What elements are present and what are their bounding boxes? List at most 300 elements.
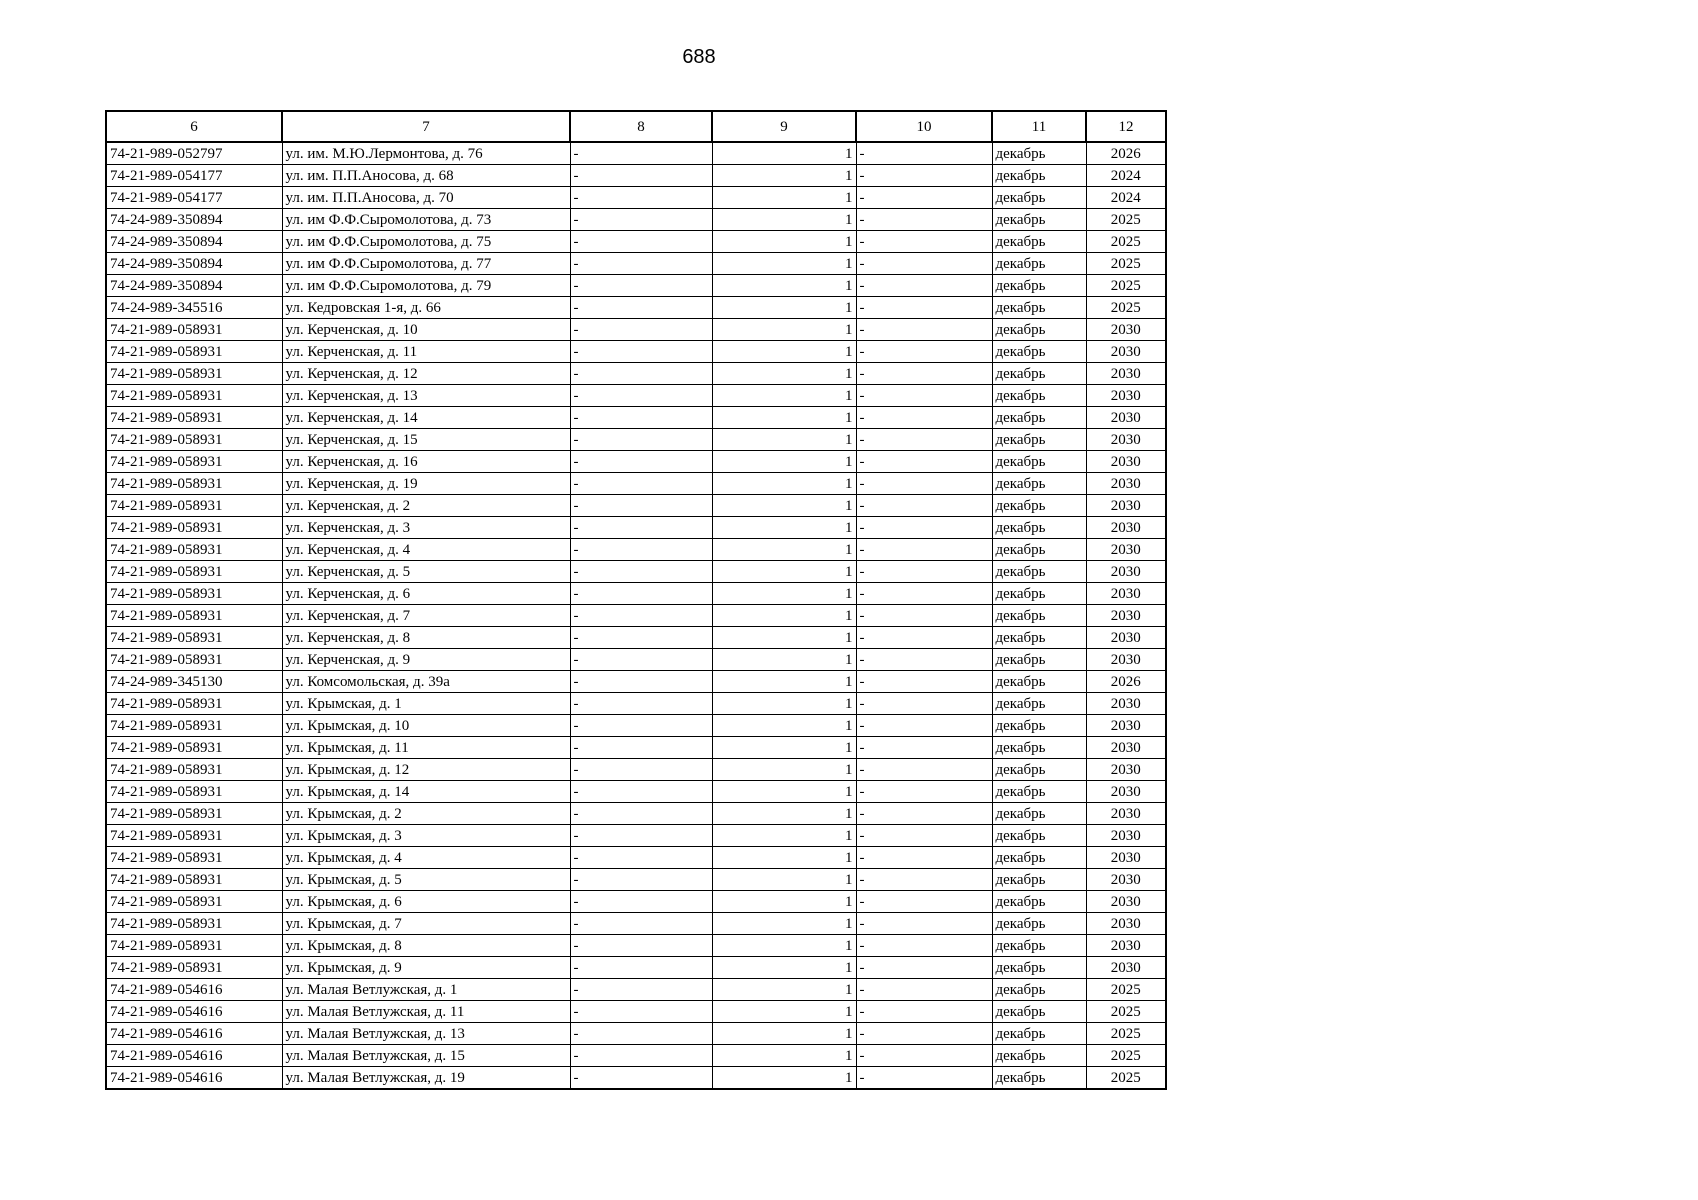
cell-col-10: - xyxy=(856,891,992,913)
cell-col-8: - xyxy=(570,891,712,913)
cell-col-8: - xyxy=(570,451,712,473)
cell-code: 74-21-989-058931 xyxy=(106,913,282,935)
cell-year: 2030 xyxy=(1086,781,1166,803)
cell-address: ул. Керченская, д. 10 xyxy=(282,319,570,341)
cell-code: 74-21-989-058931 xyxy=(106,869,282,891)
cell-col-8: - xyxy=(570,935,712,957)
cell-month: декабрь xyxy=(992,891,1086,913)
cell-month: декабрь xyxy=(992,803,1086,825)
cell-month: декабрь xyxy=(992,275,1086,297)
table-row xyxy=(106,385,1166,407)
cell-col-8: - xyxy=(570,715,712,737)
cell-col-8: - xyxy=(570,693,712,715)
cell-col-8: - xyxy=(570,869,712,891)
cell-col-10: - xyxy=(856,275,992,297)
cell-col-9: 1 xyxy=(712,913,856,935)
cell-col-10: - xyxy=(856,539,992,561)
cell-col-8: - xyxy=(570,1045,712,1067)
cell-code: 74-24-989-350894 xyxy=(106,253,282,275)
cell-col-9: 1 xyxy=(712,319,856,341)
cell-month: декабрь xyxy=(992,209,1086,231)
cell-code: 74-21-989-058931 xyxy=(106,561,282,583)
cell-col-8: - xyxy=(570,957,712,979)
table-row xyxy=(106,583,1166,605)
cell-col-10: - xyxy=(856,363,992,385)
cell-col-9: 1 xyxy=(712,231,856,253)
cell-code: 74-21-989-058931 xyxy=(106,341,282,363)
header-col-6: 6 xyxy=(106,111,282,142)
cell-col-8: - xyxy=(570,429,712,451)
cell-address: ул. Крымская, д. 12 xyxy=(282,759,570,781)
cell-col-10: - xyxy=(856,407,992,429)
table-row xyxy=(106,715,1166,737)
table-row xyxy=(106,847,1166,869)
table-row xyxy=(106,957,1166,979)
table-row xyxy=(106,649,1166,671)
table-row xyxy=(106,473,1166,495)
table-row xyxy=(106,275,1166,297)
cell-month: декабрь xyxy=(992,187,1086,209)
cell-col-10: - xyxy=(856,297,992,319)
cell-col-9: 1 xyxy=(712,803,856,825)
cell-code: 74-21-989-058931 xyxy=(106,825,282,847)
cell-address: ул. Малая Ветлужская, д. 1 xyxy=(282,979,570,1001)
cell-year: 2030 xyxy=(1086,605,1166,627)
cell-col-10: - xyxy=(856,605,992,627)
cell-col-10: - xyxy=(856,561,992,583)
cell-code: 74-21-989-058931 xyxy=(106,473,282,495)
cell-col-8: - xyxy=(570,605,712,627)
cell-address: ул. Керченская, д. 3 xyxy=(282,517,570,539)
cell-code: 74-21-989-058931 xyxy=(106,737,282,759)
cell-col-10: - xyxy=(856,759,992,781)
cell-col-10: - xyxy=(856,979,992,1001)
cell-col-9: 1 xyxy=(712,627,856,649)
cell-year: 2030 xyxy=(1086,561,1166,583)
table-row xyxy=(106,429,1166,451)
cell-col-10: - xyxy=(856,187,992,209)
cell-code: 74-21-989-054177 xyxy=(106,165,282,187)
cell-col-9: 1 xyxy=(712,451,856,473)
cell-year: 2030 xyxy=(1086,693,1166,715)
cell-month: декабрь xyxy=(992,847,1086,869)
table-row xyxy=(106,869,1166,891)
cell-col-8: - xyxy=(570,1023,712,1045)
table-row xyxy=(106,297,1166,319)
cell-year: 2024 xyxy=(1086,187,1166,209)
table-row xyxy=(106,363,1166,385)
cell-col-10: - xyxy=(856,451,992,473)
cell-year: 2025 xyxy=(1086,209,1166,231)
cell-col-8: - xyxy=(570,825,712,847)
cell-month: декабрь xyxy=(992,1023,1086,1045)
cell-col-9: 1 xyxy=(712,517,856,539)
cell-code: 74-21-989-058931 xyxy=(106,517,282,539)
cell-year: 2030 xyxy=(1086,913,1166,935)
cell-month: декабрь xyxy=(992,869,1086,891)
cell-col-9: 1 xyxy=(712,385,856,407)
cell-col-9: 1 xyxy=(712,297,856,319)
cell-code: 74-21-989-058931 xyxy=(106,451,282,473)
cell-year: 2030 xyxy=(1086,627,1166,649)
cell-month: декабрь xyxy=(992,649,1086,671)
page-number: 688 xyxy=(682,46,716,68)
table-row xyxy=(106,319,1166,341)
cell-month: декабрь xyxy=(992,759,1086,781)
cell-address: ул. Крымская, д. 11 xyxy=(282,737,570,759)
cell-code: 74-24-989-350894 xyxy=(106,209,282,231)
cell-address: ул. Крымская, д. 14 xyxy=(282,781,570,803)
cell-month: декабрь xyxy=(992,142,1086,165)
cell-month: декабрь xyxy=(992,561,1086,583)
table-row xyxy=(106,539,1166,561)
table-row xyxy=(106,1067,1166,1090)
cell-address: ул. Керченская, д. 8 xyxy=(282,627,570,649)
cell-col-8: - xyxy=(570,759,712,781)
cell-col-9: 1 xyxy=(712,341,856,363)
cell-year: 2025 xyxy=(1086,1001,1166,1023)
cell-col-9: 1 xyxy=(712,693,856,715)
cell-col-8: - xyxy=(570,341,712,363)
cell-month: декабрь xyxy=(992,495,1086,517)
cell-col-9: 1 xyxy=(712,935,856,957)
cell-col-9: 1 xyxy=(712,957,856,979)
cell-col-9: 1 xyxy=(712,759,856,781)
cell-code: 74-21-989-058931 xyxy=(106,539,282,561)
table-row xyxy=(106,737,1166,759)
cell-month: декабрь xyxy=(992,165,1086,187)
cell-address: ул. Крымская, д. 2 xyxy=(282,803,570,825)
table-row xyxy=(106,671,1166,693)
cell-address: ул. Крымская, д. 4 xyxy=(282,847,570,869)
table-row xyxy=(106,759,1166,781)
table-row xyxy=(106,693,1166,715)
cell-col-9: 1 xyxy=(712,847,856,869)
table-row xyxy=(106,142,1166,165)
cell-col-8: - xyxy=(570,231,712,253)
cell-year: 2030 xyxy=(1086,341,1166,363)
header-col-10: 10 xyxy=(856,111,992,142)
cell-address: ул. им Ф.Ф.Сыромолотова, д. 73 xyxy=(282,209,570,231)
cell-address: ул. Керченская, д. 5 xyxy=(282,561,570,583)
cell-code: 74-21-989-054177 xyxy=(106,187,282,209)
cell-col-8: - xyxy=(570,363,712,385)
table-row xyxy=(106,825,1166,847)
cell-col-8: - xyxy=(570,253,712,275)
table-row xyxy=(106,231,1166,253)
cell-year: 2030 xyxy=(1086,935,1166,957)
cell-col-10: - xyxy=(856,429,992,451)
table-row xyxy=(106,561,1166,583)
cell-address: ул. Крымская, д. 1 xyxy=(282,693,570,715)
cell-col-10: - xyxy=(856,803,992,825)
cell-year: 2030 xyxy=(1086,539,1166,561)
cell-year: 2030 xyxy=(1086,583,1166,605)
cell-col-9: 1 xyxy=(712,539,856,561)
cell-col-8: - xyxy=(570,385,712,407)
cell-year: 2030 xyxy=(1086,407,1166,429)
cell-col-9: 1 xyxy=(712,165,856,187)
cell-month: декабрь xyxy=(992,671,1086,693)
cell-year: 2024 xyxy=(1086,165,1166,187)
table-row xyxy=(106,913,1166,935)
cell-col-8: - xyxy=(570,209,712,231)
cell-address: ул. Крымская, д. 10 xyxy=(282,715,570,737)
cell-col-9: 1 xyxy=(712,473,856,495)
cell-col-10: - xyxy=(856,847,992,869)
cell-col-9: 1 xyxy=(712,209,856,231)
cell-address: ул. Крымская, д. 9 xyxy=(282,957,570,979)
cell-code: 74-21-989-058931 xyxy=(106,957,282,979)
cell-year: 2025 xyxy=(1086,297,1166,319)
cell-col-9: 1 xyxy=(712,1001,856,1023)
header-col-8: 8 xyxy=(570,111,712,142)
table-row xyxy=(106,781,1166,803)
table-row xyxy=(106,209,1166,231)
cell-col-9: 1 xyxy=(712,583,856,605)
cell-address: ул. Крымская, д. 3 xyxy=(282,825,570,847)
cell-address: ул. им. М.Ю.Лермонтова, д. 76 xyxy=(282,142,570,165)
cell-address: ул. Керченская, д. 7 xyxy=(282,605,570,627)
cell-code: 74-24-989-345130 xyxy=(106,671,282,693)
cell-code: 74-21-989-054616 xyxy=(106,979,282,1001)
cell-year: 2026 xyxy=(1086,142,1166,165)
cell-col-10: - xyxy=(856,341,992,363)
cell-address: ул. Крымская, д. 6 xyxy=(282,891,570,913)
cell-address: ул. Керченская, д. 14 xyxy=(282,407,570,429)
cell-col-8: - xyxy=(570,187,712,209)
cell-address: ул. Керченская, д. 9 xyxy=(282,649,570,671)
cell-address: ул. Керченская, д. 19 xyxy=(282,473,570,495)
cell-col-10: - xyxy=(856,869,992,891)
cell-col-10: - xyxy=(856,957,992,979)
cell-month: декабрь xyxy=(992,253,1086,275)
cell-year: 2030 xyxy=(1086,495,1166,517)
cell-address: ул. Керченская, д. 11 xyxy=(282,341,570,363)
cell-col-8: - xyxy=(570,473,712,495)
cell-month: декабрь xyxy=(992,913,1086,935)
cell-year: 2030 xyxy=(1086,451,1166,473)
cell-col-9: 1 xyxy=(712,781,856,803)
cell-code: 74-21-989-054616 xyxy=(106,1045,282,1067)
cell-address: ул. Керченская, д. 2 xyxy=(282,495,570,517)
cell-address: ул. Керченская, д. 13 xyxy=(282,385,570,407)
cell-code: 74-21-989-058931 xyxy=(106,495,282,517)
cell-col-8: - xyxy=(570,517,712,539)
cell-col-9: 1 xyxy=(712,253,856,275)
cell-code: 74-21-989-054616 xyxy=(106,1067,282,1090)
cell-col-8: - xyxy=(570,781,712,803)
cell-address: ул. Крымская, д. 7 xyxy=(282,913,570,935)
table-row xyxy=(106,1001,1166,1023)
cell-code: 74-21-989-058931 xyxy=(106,363,282,385)
cell-code: 74-21-989-052797 xyxy=(106,142,282,165)
cell-col-9: 1 xyxy=(712,869,856,891)
cell-address: ул. Малая Ветлужская, д. 19 xyxy=(282,1067,570,1090)
cell-col-9: 1 xyxy=(712,429,856,451)
cell-month: декабрь xyxy=(992,297,1086,319)
cell-year: 2030 xyxy=(1086,803,1166,825)
cell-year: 2025 xyxy=(1086,1023,1166,1045)
cell-month: декабрь xyxy=(992,407,1086,429)
cell-address: ул. им Ф.Ф.Сыромолотова, д. 77 xyxy=(282,253,570,275)
cell-col-8: - xyxy=(570,737,712,759)
cell-code: 74-21-989-058931 xyxy=(106,781,282,803)
cell-year: 2030 xyxy=(1086,649,1166,671)
table-row xyxy=(106,495,1166,517)
cell-month: декабрь xyxy=(992,385,1086,407)
data-table xyxy=(105,110,1167,1090)
cell-col-9: 1 xyxy=(712,605,856,627)
cell-col-8: - xyxy=(570,407,712,429)
table-row xyxy=(106,979,1166,1001)
cell-col-9: 1 xyxy=(712,1045,856,1067)
cell-col-10: - xyxy=(856,1001,992,1023)
cell-address: ул. Малая Ветлужская, д. 13 xyxy=(282,1023,570,1045)
cell-month: декабрь xyxy=(992,583,1086,605)
cell-year: 2025 xyxy=(1086,1067,1166,1090)
cell-code: 74-21-989-058931 xyxy=(106,429,282,451)
cell-month: декабрь xyxy=(992,715,1086,737)
cell-year: 2030 xyxy=(1086,715,1166,737)
cell-code: 74-21-989-054616 xyxy=(106,1023,282,1045)
cell-year: 2030 xyxy=(1086,363,1166,385)
header-col-9: 9 xyxy=(712,111,856,142)
cell-address: ул. им. П.П.Аносова, д. 70 xyxy=(282,187,570,209)
cell-col-9: 1 xyxy=(712,737,856,759)
cell-year: 2030 xyxy=(1086,517,1166,539)
cell-col-8: - xyxy=(570,297,712,319)
cell-month: декабрь xyxy=(992,451,1086,473)
cell-year: 2030 xyxy=(1086,429,1166,451)
cell-col-8: - xyxy=(570,319,712,341)
cell-col-10: - xyxy=(856,693,992,715)
cell-col-10: - xyxy=(856,627,992,649)
cell-col-9: 1 xyxy=(712,671,856,693)
cell-col-10: - xyxy=(856,165,992,187)
cell-month: декабрь xyxy=(992,319,1086,341)
cell-col-10: - xyxy=(856,517,992,539)
cell-year: 2025 xyxy=(1086,979,1166,1001)
cell-year: 2030 xyxy=(1086,825,1166,847)
cell-col-9: 1 xyxy=(712,715,856,737)
table-row xyxy=(106,627,1166,649)
cell-col-9: 1 xyxy=(712,825,856,847)
cell-month: декабрь xyxy=(992,737,1086,759)
cell-col-8: - xyxy=(570,649,712,671)
cell-month: декабрь xyxy=(992,781,1086,803)
cell-month: декабрь xyxy=(992,957,1086,979)
cell-code: 74-24-989-350894 xyxy=(106,275,282,297)
cell-year: 2026 xyxy=(1086,671,1166,693)
cell-month: декабрь xyxy=(992,517,1086,539)
table-row xyxy=(106,891,1166,913)
cell-col-8: - xyxy=(570,1001,712,1023)
cell-col-9: 1 xyxy=(712,1067,856,1090)
table-row xyxy=(106,605,1166,627)
cell-year: 2030 xyxy=(1086,737,1166,759)
header-col-12: 12 xyxy=(1086,111,1166,142)
cell-code: 74-21-989-058931 xyxy=(106,627,282,649)
cell-col-9: 1 xyxy=(712,363,856,385)
cell-address: ул. им Ф.Ф.Сыромолотова, д. 79 xyxy=(282,275,570,297)
cell-col-10: - xyxy=(856,913,992,935)
cell-month: декабрь xyxy=(992,231,1086,253)
cell-code: 74-21-989-058931 xyxy=(106,693,282,715)
table-row xyxy=(106,253,1166,275)
cell-col-8: - xyxy=(570,539,712,561)
cell-col-10: - xyxy=(856,209,992,231)
table-row xyxy=(106,341,1166,363)
cell-col-9: 1 xyxy=(712,187,856,209)
cell-address: ул. Керченская, д. 6 xyxy=(282,583,570,605)
cell-col-8: - xyxy=(570,847,712,869)
cell-address: ул. Комсомольская, д. 39а xyxy=(282,671,570,693)
header-col-11: 11 xyxy=(992,111,1086,142)
cell-col-10: - xyxy=(856,231,992,253)
table-row xyxy=(106,407,1166,429)
cell-month: декабрь xyxy=(992,935,1086,957)
cell-col-8: - xyxy=(570,979,712,1001)
cell-address: ул. Малая Ветлужская, д. 15 xyxy=(282,1045,570,1067)
cell-code: 74-21-989-058931 xyxy=(106,605,282,627)
cell-year: 2030 xyxy=(1086,847,1166,869)
cell-col-9: 1 xyxy=(712,649,856,671)
cell-col-10: - xyxy=(856,319,992,341)
cell-month: декабрь xyxy=(992,341,1086,363)
cell-col-8: - xyxy=(570,275,712,297)
cell-col-9: 1 xyxy=(712,1023,856,1045)
table-row xyxy=(106,1045,1166,1067)
table-row xyxy=(106,1023,1166,1045)
header-row xyxy=(106,111,1166,142)
table-row xyxy=(106,187,1166,209)
cell-code: 74-21-989-058931 xyxy=(106,715,282,737)
cell-code: 74-24-989-350894 xyxy=(106,231,282,253)
cell-col-10: - xyxy=(856,671,992,693)
cell-col-9: 1 xyxy=(712,407,856,429)
cell-month: декабрь xyxy=(992,473,1086,495)
cell-code: 74-21-989-058931 xyxy=(106,891,282,913)
cell-address: ул. Крымская, д. 5 xyxy=(282,869,570,891)
cell-col-10: - xyxy=(856,935,992,957)
cell-year: 2025 xyxy=(1086,275,1166,297)
cell-col-10: - xyxy=(856,1023,992,1045)
cell-code: 74-21-989-058931 xyxy=(106,759,282,781)
cell-month: декабрь xyxy=(992,693,1086,715)
cell-code: 74-21-989-058931 xyxy=(106,319,282,341)
cell-col-8: - xyxy=(570,495,712,517)
cell-code: 74-21-989-058931 xyxy=(106,385,282,407)
cell-col-10: - xyxy=(856,737,992,759)
cell-col-10: - xyxy=(856,715,992,737)
cell-code: 74-24-989-345516 xyxy=(106,297,282,319)
cell-address: ул. Керченская, д. 4 xyxy=(282,539,570,561)
cell-month: декабрь xyxy=(992,627,1086,649)
cell-col-8: - xyxy=(570,561,712,583)
cell-code: 74-21-989-058931 xyxy=(106,649,282,671)
cell-col-10: - xyxy=(856,385,992,407)
table-body xyxy=(106,142,1166,1089)
table-row xyxy=(106,517,1166,539)
table-row xyxy=(106,451,1166,473)
cell-code: 74-21-989-058931 xyxy=(106,407,282,429)
cell-col-10: - xyxy=(856,473,992,495)
cell-year: 2030 xyxy=(1086,319,1166,341)
cell-year: 2030 xyxy=(1086,869,1166,891)
cell-address: ул. Крымская, д. 8 xyxy=(282,935,570,957)
cell-address: ул. им. П.П.Аносова, д. 68 xyxy=(282,165,570,187)
